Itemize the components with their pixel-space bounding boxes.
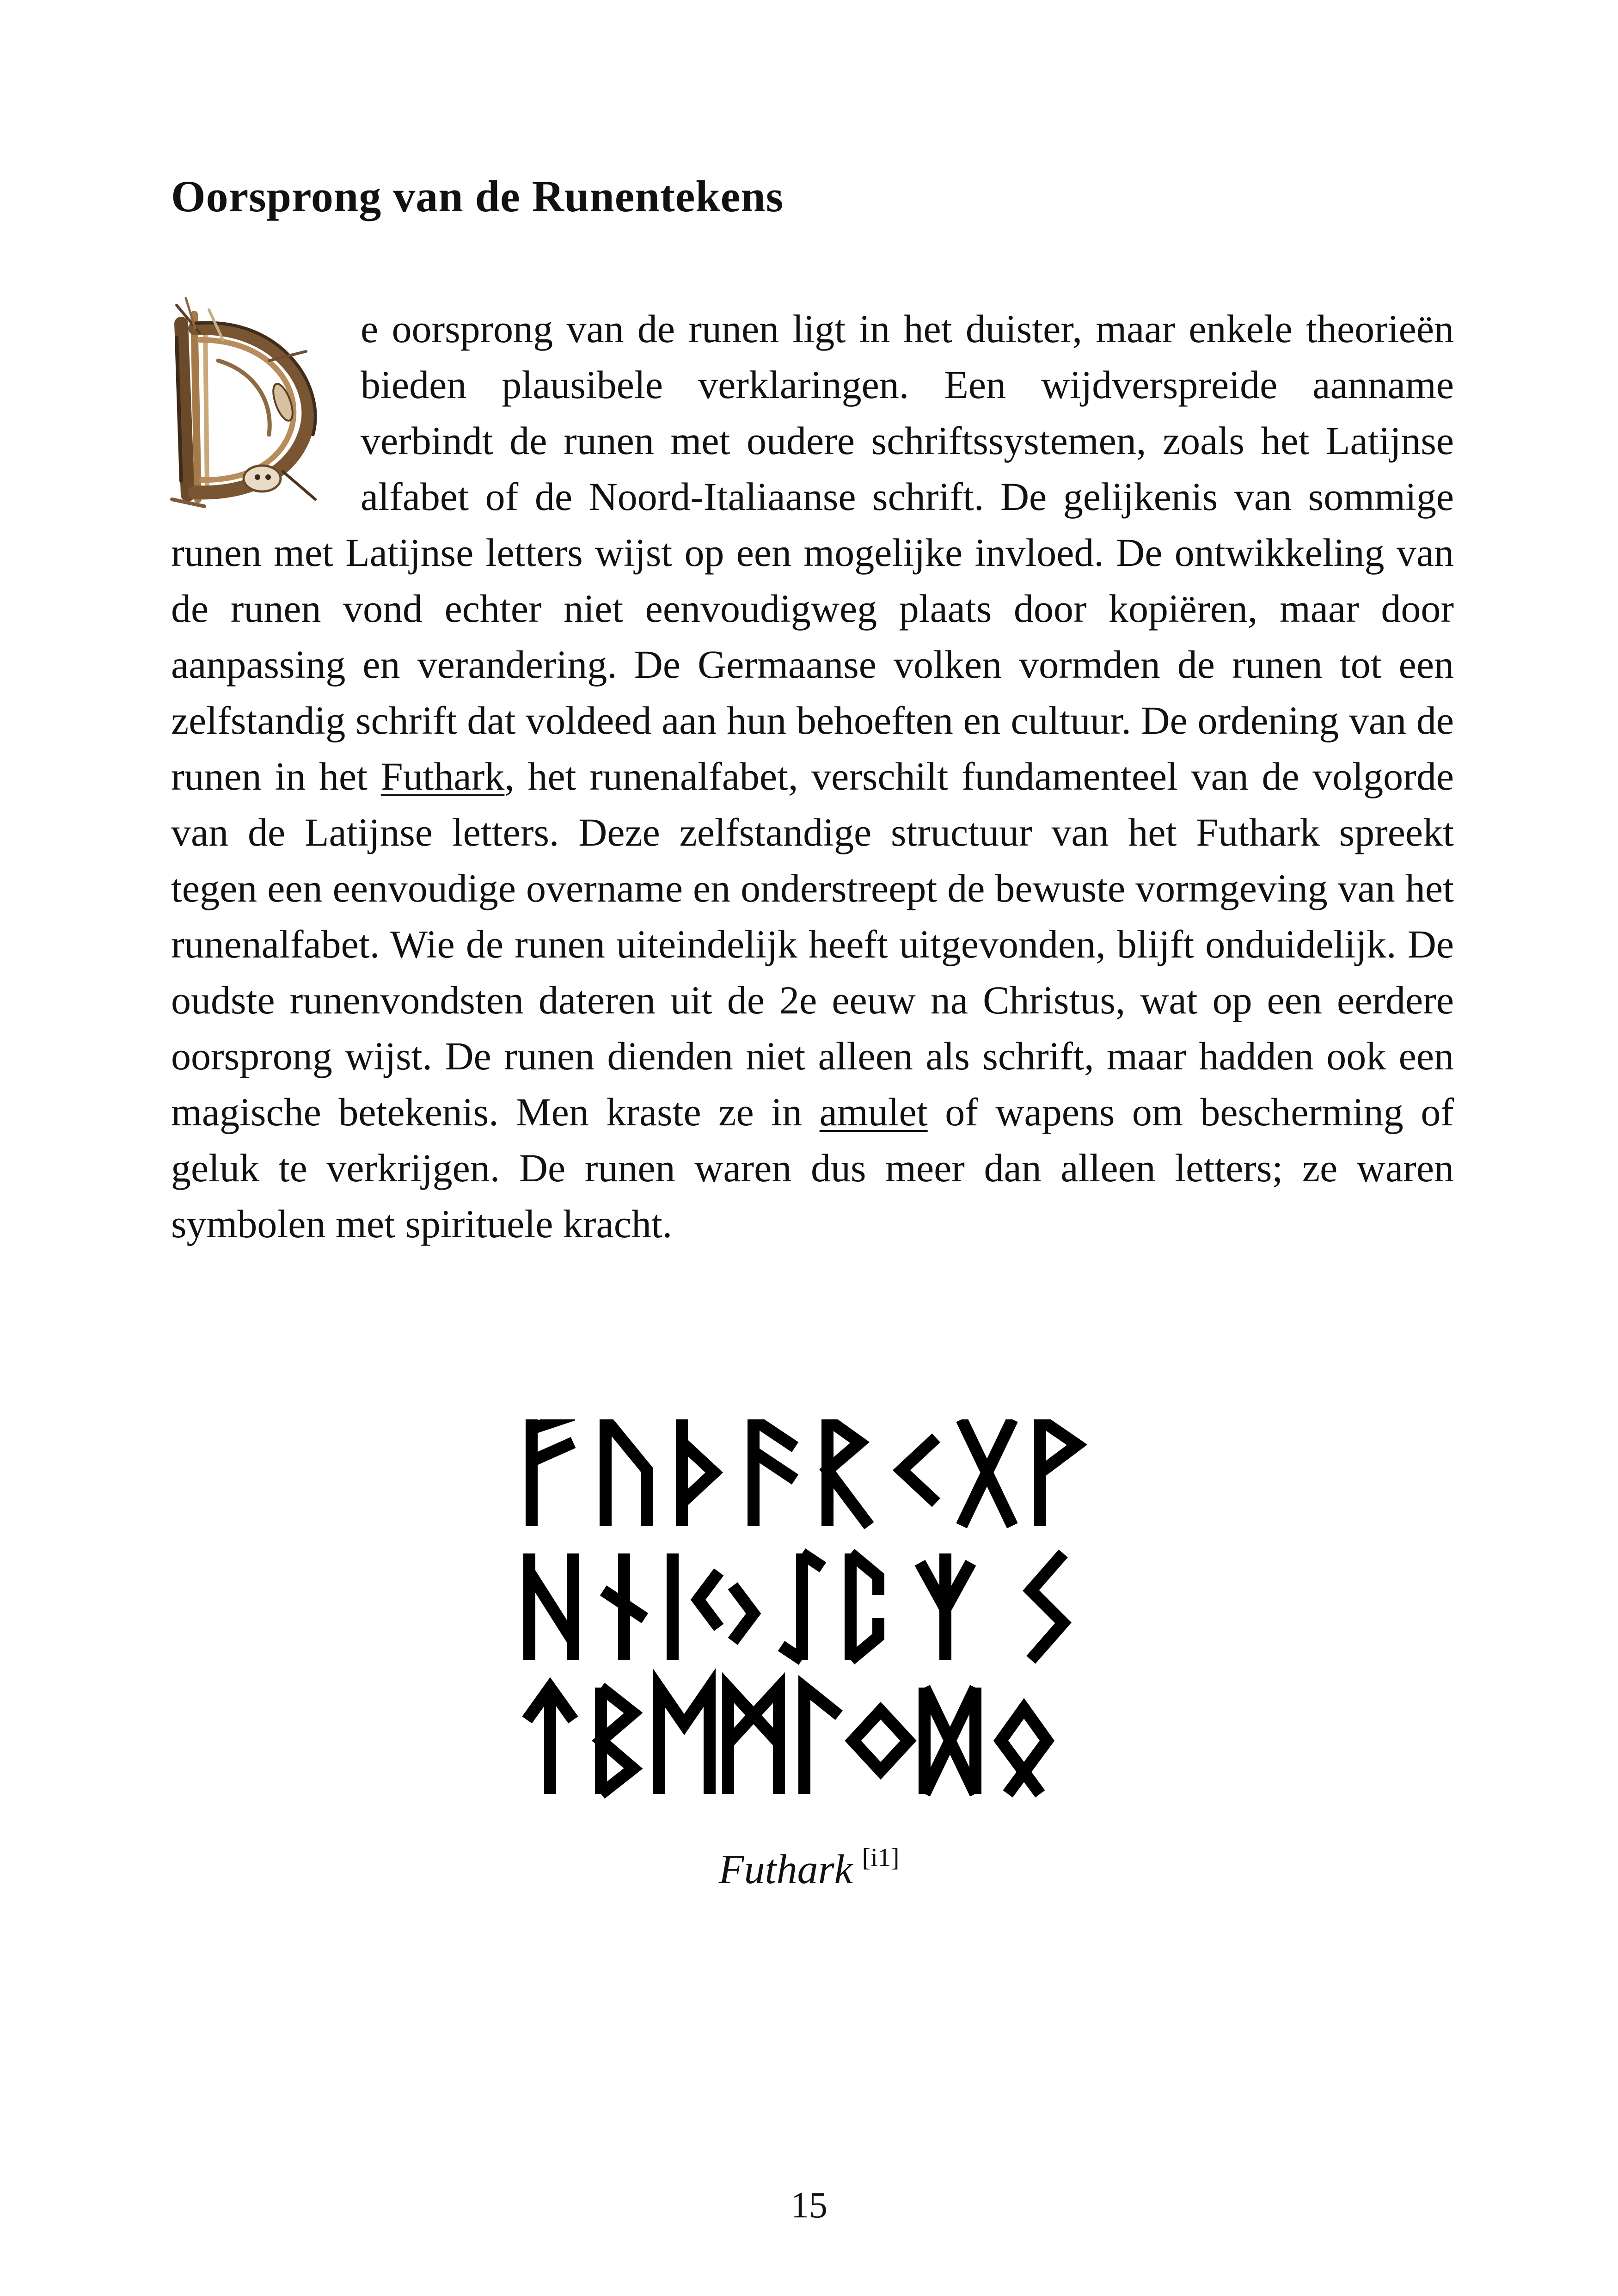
- paragraph-text-part2: , het runenalfabet, verschilt fundamenteel van de volgorde van de Latijnse letters. Deze zelfstandige structuur van het Futhark spreekt tegen een eenvoudige overname en onderstreept de bewuste vormgeving van het runenalfabet. Wie de runen uiteindelijk heeft uitgevonden, blijft onduidelijk. De oudste runenvondsten dateren uit de 2e eeuw na Christus, wat op een eerdere oorsprong wijst. De runen dienden niet alleen als schrift, maar hadden ook een magische betekenis. Men kraste ze in: [171, 754, 1454, 1134]
- rune-ehwaz: [659, 1688, 710, 1794]
- futhark-runes-image: [518, 1419, 1100, 1803]
- rune-wunjo: [1040, 1419, 1077, 1526]
- rune-jera: [698, 1572, 754, 1641]
- rune-eihwaz: [781, 1553, 823, 1660]
- rune-kaunan: [901, 1438, 936, 1503]
- chapter-heading: Oorsprong van de Runentekens: [171, 172, 784, 221]
- rune-naudiz: [603, 1553, 645, 1660]
- rune-tiwaz: [527, 1688, 573, 1794]
- rune-perthro: [851, 1553, 878, 1660]
- dropcap-spacer: [171, 301, 361, 518]
- paragraph-text-part1: e oorsprong van de runen ligt in het duister, maar enkele theorieën bieden plausibele verklaringen. Een wijdverspreide aanname verbindt de runen met oudere schriftssystemen, zoals het Latijnse alfabet of de Noord-Italiaanse schrift. De gelijkenis van sommige runen met Latijnse letters wijst op een mogelijke invloed. De ontwikkeling van de runen vond echter niet eenvoudigweg plaats door kopiëren, maar door aanpassing en verandering. De Germaanse volken vormden de runen tot een zelfstandig schrift dat voldeed aan hun behoeften en cultuur. De ordening van de runen in het: [171, 307, 1454, 798]
- page-number: 15: [791, 2185, 827, 2226]
- rune-algiz: [920, 1553, 971, 1660]
- futhark-link[interactable]: Futhark: [380, 754, 505, 798]
- futhark-rune-figure: [518, 1419, 1100, 1803]
- rune-othala: [1001, 1708, 1047, 1794]
- rune-sowilo: [1031, 1553, 1063, 1660]
- figure-caption: [0, 1845, 1618, 1895]
- amulet-link[interactable]: amulet: [819, 1090, 928, 1134]
- rune-thurisaz: [682, 1419, 714, 1526]
- body-paragraph: [171, 301, 1454, 1252]
- rune-uruz: [606, 1419, 647, 1526]
- rune-ingwaz: [853, 1711, 908, 1771]
- rune-gebo: [962, 1419, 1012, 1526]
- rune-mannaz: [728, 1688, 779, 1794]
- paragraph-text-part3: of wapens om bescherming of geluk te verkrijgen. De runen waren dus meer dan alleen letters; ze waren symbolen met spirituele kracht.: [171, 1090, 1454, 1246]
- rune-ansuz: [754, 1419, 795, 1526]
- rune-laguz: [804, 1688, 839, 1794]
- rune-dagaz: [925, 1688, 975, 1794]
- rune-hagalaz: [529, 1553, 573, 1660]
- rune-fehu: [532, 1419, 573, 1526]
- rune-berkanan: [601, 1688, 633, 1794]
- caption-text: Futhark: [718, 1847, 853, 1892]
- caption-reference[interactable]: [i1]: [862, 1843, 900, 1872]
- rune-raidho: [827, 1419, 869, 1526]
